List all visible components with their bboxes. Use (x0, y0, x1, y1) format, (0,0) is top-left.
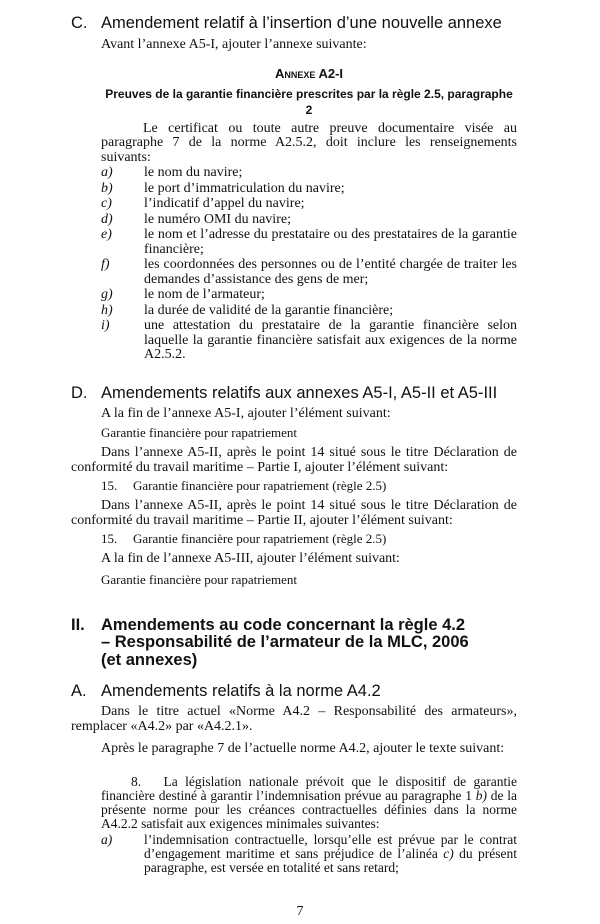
section-c-intro: Avant l’annexe A5-I, ajouter l’annexe suivante: (101, 37, 367, 52)
part-numeral: II. (71, 615, 85, 634)
section-letter: D. (71, 383, 88, 402)
numbered-item (101, 478, 517, 493)
item-label: e) (101, 227, 112, 242)
annex-paragraph: Le certificat ou toute autre preuve documentaire visée au paragraphe 7 de la norme A2.5.2, doit inclure les renseignements suivants: (101, 120, 517, 165)
item-label: h) (101, 302, 113, 318)
section-a-heading (71, 681, 517, 701)
norm-list (101, 833, 517, 876)
list-item (101, 228, 517, 257)
item-text: Garantie financière pour rapatriement (règle 2.5) (133, 531, 387, 546)
list-item (101, 288, 517, 303)
item-text: le nom du navire; (144, 165, 243, 180)
item-label: f) (101, 257, 110, 272)
section-d-heading (71, 383, 517, 403)
annex-label: Annexe A2-I (274, 65, 344, 81)
section-letter: A. (71, 682, 87, 700)
item-text: Garantie financière pour rapatriement (règle 2.5) (133, 478, 387, 493)
item-text: le nom de l’armateur; (144, 287, 265, 302)
part-ii-heading (71, 617, 517, 670)
paragraph: Dans le titre actuel «Norme A4.2 – Responsabilité des armateurs», remplacer «A4.2» par «A4.2.1». (71, 704, 517, 734)
item-text (144, 833, 517, 876)
list-item (101, 213, 517, 228)
paragraph-text: La législation nationale prévoit que le dispositif de garantie financière destiné à garantir l’indemnisation prévue au paragraphe 1 (101, 773, 517, 803)
item-text: une attestation du prestataire de la garantie financière selon laquelle la garantie financière satisfait aux exigences de la norme A2.5.2. (144, 318, 517, 362)
list-item (101, 304, 517, 319)
list-item (101, 319, 517, 363)
text-part: l’indemnisation contractuelle, lorsqu’elle est prévue par le contrat d’engagement maritime et sans préjudice de l’alinéa (144, 831, 517, 861)
list-item (101, 197, 517, 212)
list-item (101, 166, 517, 181)
item-label: a) (101, 165, 113, 180)
item-text: l’indicatif d’appel du navire; (144, 196, 305, 211)
paragraph: Dans l’annexe A5-II, après le point 14 situé sous le titre Déclaration de conformité du travail maritime – Partie I, ajouter l’élément suivant: (71, 445, 517, 475)
paragraph: A la fin de l’annexe A5-III, ajouter l’élément suivant: (101, 551, 400, 566)
section-title: Amendement relatif à l’insertion d’une nouvelle annexe (101, 14, 502, 32)
list-item (101, 182, 517, 197)
inserted-element: Garantie financière pour rapatriement (101, 425, 297, 440)
item-text: le port d’immatriculation du navire; (144, 180, 345, 196)
item-label: a) (101, 831, 113, 847)
list-item (101, 258, 517, 287)
item-label: i) (101, 318, 110, 333)
page-number: 7 (296, 904, 304, 919)
reference: c) (443, 845, 454, 861)
reference: b) (475, 787, 488, 803)
annex-title: Preuves de la garantie financière prescrites par la règle 2.5, paragraphe 2 (105, 86, 513, 117)
item-text: les coordonnées des personnes ou de l’entité chargée de traiter les demandes d’assistance des gens de mer; (144, 257, 517, 287)
paragraph: Dans l’annexe A5-II, après le point 14 situé sous le titre Déclaration de conformité du travail maritime – Partie II, ajouter l’élément suivant: (71, 498, 517, 528)
paragraph-8 (101, 775, 517, 832)
section-title: Amendements relatifs à la norme A4.2 (101, 682, 381, 700)
section-title: Amendements relatifs aux annexes A5-I, A5-II et A5-III (101, 383, 498, 402)
part-title-line: Amendements au code concernant la règle 4.2 (101, 615, 466, 634)
paragraph-number: 8. (131, 773, 142, 789)
item-text: la durée de validité de la garantie financière; (144, 302, 394, 318)
paragraph: Après le paragraphe 7 de l’actuelle norme A4.2, ajouter le texte suivant: (101, 741, 505, 756)
annex-list (101, 166, 517, 363)
paragraph-text: de la présente norme pour les créances contractuelles définies dans la norme A4.2.2 satisfait aux exigences minimales suivantes: (101, 787, 517, 832)
item-text: le numéro OMI du navire; (144, 211, 291, 227)
item-text: le nom et l’adresse du prestataire ou des prestataires de la garantie financière; (144, 227, 517, 257)
section-letter: C. (71, 14, 88, 32)
section-c-heading (71, 13, 517, 33)
item-label: d) (101, 211, 113, 227)
inserted-element: Garantie financière pour rapatriement (101, 571, 297, 587)
numbered-item (101, 531, 517, 546)
part-title-line: (et annexes) (101, 650, 198, 669)
item-label: g) (101, 287, 113, 302)
part-title-line: – Responsabilité de l’armateur de la MLC, 2006 (101, 633, 469, 651)
text-part: du présent paragraphe, est versée en totalité et sans retard; (144, 845, 517, 876)
item-number: 15. (101, 478, 118, 493)
item-label: b) (101, 180, 113, 196)
item-number: 15. (101, 531, 118, 546)
list-item (101, 833, 517, 876)
paragraph: A la fin de l’annexe A5-I, ajouter l’élément suivant: (101, 405, 391, 421)
item-label: c) (101, 196, 112, 211)
